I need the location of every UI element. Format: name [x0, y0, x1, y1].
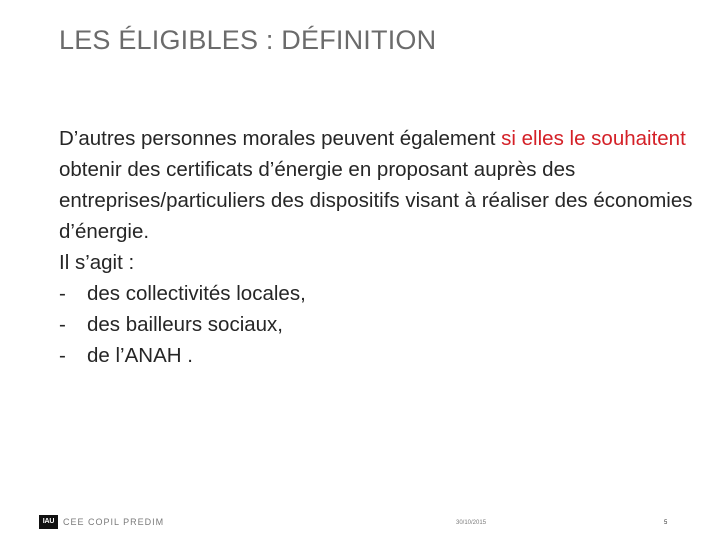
- page-number: 5: [664, 520, 668, 526]
- intro-text-end: obtenir des certificats d’énergie en proposant auprès des entreprises/particuliers des dispositifs visant à réaliser des économies d’énergie.: [59, 158, 693, 243]
- list-item: [59, 340, 699, 371]
- slide-title: LES ÉLIGIBLES : DÉFINITION: [59, 25, 437, 55]
- footer-label: CEE COPIL PREDIM: [63, 517, 165, 527]
- list-item: [59, 278, 699, 309]
- bullet-list: [59, 278, 699, 371]
- slide-body: [59, 123, 699, 371]
- bullet-dash: -: [59, 313, 66, 336]
- bullet-dash: -: [59, 344, 66, 367]
- bullet-text: de l’ANAH .: [87, 344, 193, 367]
- lead-text: Il s’agit :: [59, 251, 135, 274]
- intro-paragraph: [59, 123, 699, 247]
- iau-logo: IAU: [39, 515, 58, 529]
- bullet-dash: -: [59, 282, 66, 305]
- intro-highlight: si elles le souhaitent: [501, 127, 686, 150]
- bullet-text: des collectivités locales,: [87, 282, 306, 305]
- slide-footer: [0, 505, 720, 535]
- list-item: [59, 309, 699, 340]
- intro-text-start: D’autres personnes morales peuvent également: [59, 127, 502, 150]
- bullet-text: des bailleurs sociaux,: [87, 313, 283, 336]
- footer-date: 30/10/2015: [456, 520, 487, 526]
